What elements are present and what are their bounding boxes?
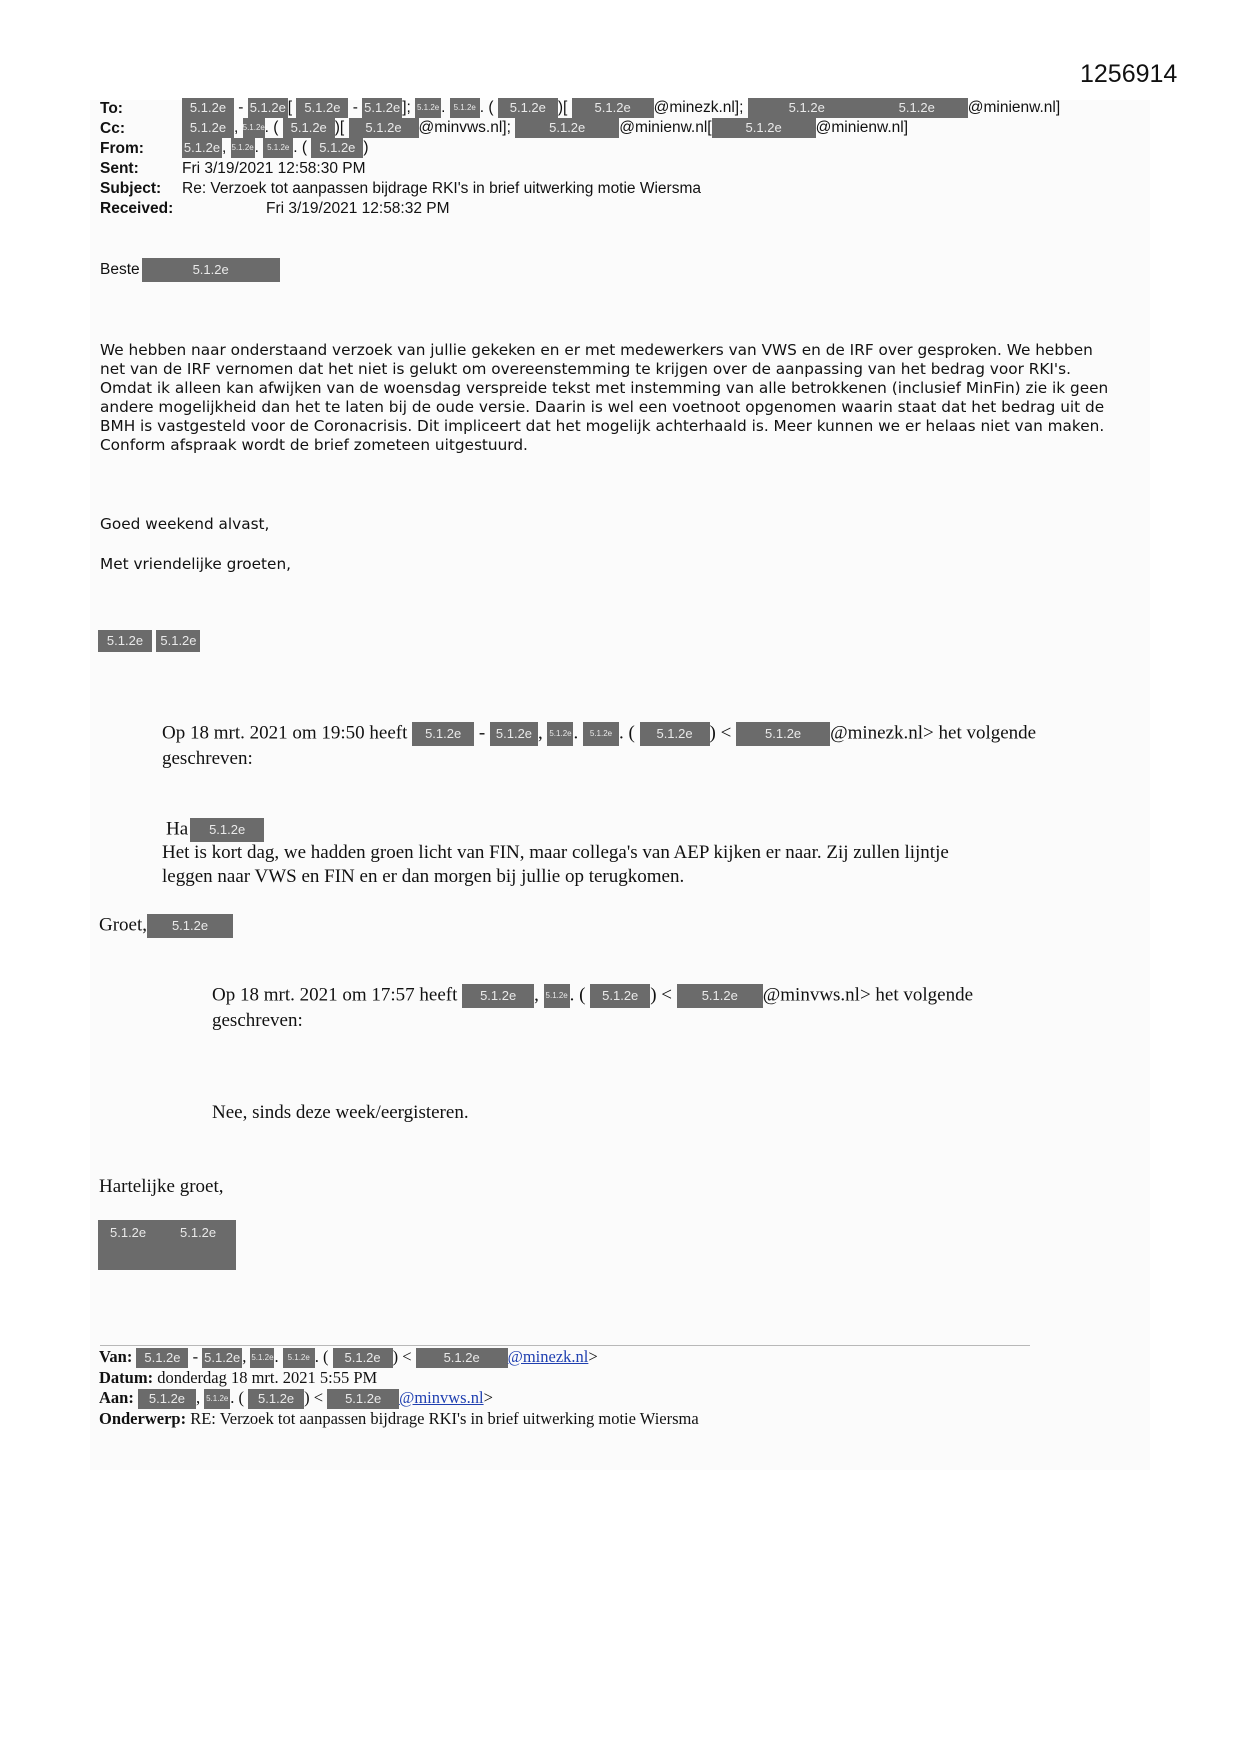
forward-onderwerp: [99, 1409, 699, 1429]
subject-label: Subject:: [100, 180, 162, 197]
quote1-line: Het is kort dag, we hadden groen licht van FIN, maar collega's van AEP kijken er naar. Zij zullen lijntje: [162, 842, 949, 863]
redaction: 5.1.2e: [333, 1348, 393, 1368]
page-background: [90, 100, 1150, 1470]
redaction: 5.1.2e: [231, 138, 255, 158]
redaction: 5.1.2e: [110, 1225, 147, 1240]
redaction: 5.1.2e: [415, 98, 441, 118]
paragraph-line: We hebben naar onderstaand verzoek van jullie gekeken en er met medewerkers van VWS en de IRF over gesproken. We hebben: [100, 341, 1093, 359]
datum-label: Datum:: [99, 1368, 154, 1387]
forward-van: Van: 5.1.2e - 5.1.2e , 5.1.2e. 5.1.2e . ( 5.1.2e ) < 5.1.2e @minezk.nl>: [99, 1347, 598, 1368]
redaction: 5.1.2e: [544, 984, 570, 1008]
quote1-intro: Op 18 mrt. 2021 om 19:50 heeft 5.1.2e - 5.1.2e , 5.1.2e. 5.1.2e . ( 5.1.2e ) < 5.1.2e @minezk.nl> het volgende: [162, 722, 1036, 746]
redaction: 5.1.2e: [311, 138, 363, 158]
sent-value: Fri 3/19/2021 12:58:30 PM: [182, 160, 366, 177]
paragraph-line: Omdat ik alleen kan afwijken van de woensdag verspreide tekst met instemming van alle betrokkenen (inclusief MinFin) zie ik geen: [100, 379, 1109, 397]
redaction: 5.1.2e: [180, 1225, 217, 1240]
redaction: 5.1.2e: [547, 722, 573, 746]
quote1-greeting: [166, 818, 264, 842]
quote2-intro: Op 18 mrt. 2021 om 17:57 heeft 5.1.2e , 5.1.2e. ( 5.1.2e ) < 5.1.2e @minvws.nl> het volgende: [212, 984, 973, 1008]
quote1-greeting-text: Ha: [166, 818, 189, 840]
redaction: 5.1.2e: [362, 98, 402, 118]
divider: [100, 1345, 1030, 1346]
aan-email-link[interactable]: @minvws.nl: [399, 1388, 484, 1407]
redaction: 5.1.2e: [677, 984, 763, 1008]
redaction: 5.1.2e: [590, 984, 650, 1008]
signature: [98, 630, 200, 652]
email-domain: @minezk.nl];: [653, 99, 744, 117]
onderwerp-label: Onderwerp:: [99, 1409, 187, 1428]
weekend-line: Goed weekend alvast,: [100, 515, 270, 533]
forward-aan: Aan: 5.1.2e , 5.1.2e . ( 5.1.2e ) < 5.1.2e @minvws.nl>: [99, 1388, 493, 1409]
quote1-sign-text: Groet,: [99, 914, 148, 936]
cc-value: 5.1.2e , 5.1.2e. ( 5.1.2e )[ 5.1.2e @minvws.nl]; 5.1.2e @minienw.nl[ 5.1.2e @minienw.nl]: [182, 118, 908, 138]
email-domain: @minienw.nl]: [815, 119, 909, 137]
signature-block: [98, 1220, 236, 1270]
quote2-closing: Hartelijke groet,: [99, 1176, 224, 1197]
redaction: 5.1.2e: [490, 722, 538, 746]
redaction: 5.1.2e: [412, 722, 474, 746]
email-domain: @minienw.nl]: [967, 99, 1061, 117]
van-email-link[interactable]: @minezk.nl: [507, 1347, 589, 1366]
to-value: 5.1.2e - 5.1.2e [ 5.1.2e - 5.1.2e ]; 5.1.2e . 5.1.2e . ( 5.1.2e )[ 5.1.2e @minezk.nl]; 5.1.2e 5.1.2e @minienw.nl]: [182, 98, 1060, 118]
redaction: 5.1.2e: [248, 98, 288, 118]
paragraph-line: net van de IRF vernomen dat het niet is gelukt om overeenstemming te krijgen over de aanpassing van het bedrag voor RKI's.: [100, 360, 1071, 378]
received-value: Fri 3/19/2021 12:58:32 PM: [266, 200, 450, 217]
redaction: 5.1.2e: [416, 1348, 508, 1368]
redaction: 5.1.2e: [136, 1348, 188, 1368]
quote2-text: Nee, sinds deze week/eergisteren.: [212, 1102, 469, 1123]
subject-value: Re: Verzoek tot aanpassen bijdrage RKI's in brief uitwerking motie Wiersma: [182, 180, 702, 197]
redaction: 5.1.2e: [296, 98, 348, 118]
redaction: 5.1.2e: [204, 1389, 230, 1409]
redaction: 5.1.2e: [640, 722, 710, 746]
redaction: 5.1.2e: [182, 118, 234, 138]
datum-value: donderdag 18 mrt. 2021 5:55 PM: [157, 1368, 378, 1387]
van-label: Van:: [99, 1347, 133, 1366]
redaction: 5.1.2e: [462, 984, 534, 1008]
document-number: 1256914: [1080, 60, 1178, 88]
redaction: 5.1.2e: [243, 118, 265, 138]
greeting-text: Beste: [100, 261, 140, 279]
redaction: 5.1.2e: [248, 1389, 304, 1409]
redaction: 5.1.2e: [498, 98, 558, 118]
cc-label: Cc:: [100, 120, 125, 137]
paragraph-line: andere mogelijkheid dan het te laten bij de oude versie. Daarin is wel een voetnoot opgenomen waarin staat dat het bedrag uit de: [100, 398, 1105, 416]
from-label: From:: [100, 140, 144, 157]
quote1-intro-line2: geschreven:: [162, 748, 253, 769]
redaction: 5.1.2e: [147, 914, 233, 938]
redaction: 5.1.2e: [572, 98, 654, 118]
redaction: 5.1.2e: [182, 98, 234, 118]
quote1-sign: [99, 914, 233, 938]
redaction: 5.1.2e: [450, 98, 480, 118]
closing-line: Met vriendelijke groeten,: [100, 555, 292, 573]
quote1-intro-text: Op 18 mrt. 2021 om 19:50 heeft: [162, 722, 408, 744]
quote1-line: leggen naar VWS en FIN en er dan morgen bij jullie op terugkomen.: [162, 866, 685, 887]
redaction: 5.1.2e: [142, 258, 280, 282]
onderwerp-value: RE: Verzoek tot aanpassen bijdrage RKI's in brief uitwerking motie Wiersma: [190, 1409, 699, 1428]
redaction: 5.1.2e: [283, 1348, 315, 1368]
redaction: 5.1.2e: [283, 118, 335, 138]
redaction: 5.1.2e: [202, 1348, 242, 1368]
from-value: 5.1.2e , 5.1.2e. 5.1.2e . ( 5.1.2e ): [183, 139, 369, 157]
redaction: 5.1.2e: [190, 818, 264, 842]
redaction: 5.1.2e: [583, 722, 619, 746]
redaction: 5.1.2e: [736, 722, 830, 746]
redaction: 5.1.2e: [748, 98, 866, 118]
redaction: 5.1.2e: [156, 630, 200, 652]
quote1-domain: @minezk.nl> het volgende: [830, 722, 1037, 744]
redaction: 5.1.2e: [866, 98, 968, 118]
greeting: [100, 258, 280, 282]
redaction: 5.1.2e: [182, 138, 222, 158]
redaction: 5.1.2e: [138, 1389, 196, 1409]
redaction: 5.1.2e: [349, 118, 419, 138]
redaction: 5.1.2e: [98, 630, 152, 652]
redaction: 5.1.2e: [515, 118, 619, 138]
redaction: 5.1.2e: [263, 138, 293, 158]
redaction: 5.1.2e: [712, 118, 816, 138]
redaction: 5.1.2e: [250, 1348, 274, 1368]
redaction: 5.1.2e: [327, 1389, 399, 1409]
email-domain: @minvws.nl];: [418, 119, 511, 137]
paragraph-line: BMH is vastgesteld voor de Coronacrisis. Dit impliceert dat het mogelijk achterhaald is. Meer kunnen we er helaas niet van maken.: [100, 417, 1105, 435]
to-label: To:: [100, 100, 123, 117]
paragraph-line: Conform afspraak wordt de brief zometeen uitgestuurd.: [100, 436, 528, 454]
forward-datum: [99, 1368, 377, 1388]
email-domain: @minienw.nl[: [619, 119, 712, 137]
quote2-domain: @minvws.nl> het volgende: [762, 984, 974, 1006]
received-label: Received:: [100, 200, 174, 217]
sent-label: Sent:: [100, 160, 139, 177]
aan-label: Aan:: [99, 1388, 134, 1407]
quote2-intro-line2: geschreven:: [212, 1010, 303, 1031]
body-paragraph: [100, 341, 1108, 455]
quote2-intro-text: Op 18 mrt. 2021 om 17:57 heeft: [212, 984, 458, 1006]
